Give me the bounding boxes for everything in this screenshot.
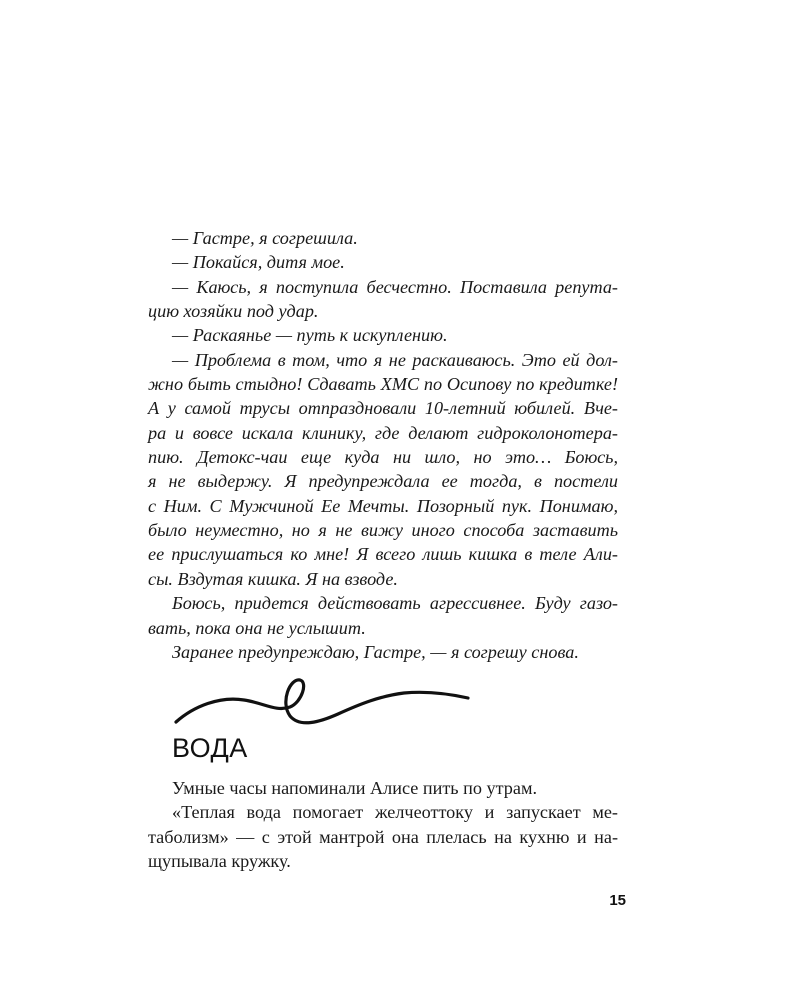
text-line: ее прислушаться ко мне! Я всего лишь кишка в теле Али-	[148, 544, 618, 565]
text-line: с Ним. С Мужчиной Ее Мечты. Позорный пук. Понимаю,	[148, 495, 618, 516]
section-heading: ВОДА	[172, 733, 248, 763]
text-line: Боюсь, придется действовать агрессивнее. Буду газо-	[172, 593, 618, 614]
text-line: — Раскаянье — путь к искуплению.	[172, 325, 448, 346]
text-line: пию. Детокс-чаи еще куда ни шло, но это… Боюсь,	[148, 447, 618, 468]
text-line: — Гастре, я согрешила.	[172, 228, 358, 248]
dialogue-block	[148, 226, 618, 664]
text-line: — Каюсь, я поступила бесчестно. Поставила репута-	[172, 276, 618, 297]
body-text-block	[148, 776, 618, 873]
text-line: цию хозяйки под удар.	[148, 301, 319, 322]
text-line: Умные часы напоминали Алисе пить по утрам.	[172, 778, 538, 798]
page-number: 15	[609, 892, 626, 909]
text-line: жно быть стыдно! Сдавать ХМС по Осипову по кредитке!	[148, 374, 618, 395]
text-line: сы. Вздутая кишка. Я на взводе.	[148, 568, 398, 589]
swirl-ornament	[172, 676, 472, 728]
text-line: — Покайся, дитя мое.	[172, 252, 345, 273]
text-line: щупывала кружку.	[148, 851, 291, 872]
text-line: вать, пока она не услышит.	[148, 617, 366, 638]
text-line: я не выдержу. Я предупреждала ее тогда, в постели	[148, 471, 618, 492]
text-line: ра и вовсе искала клинику, где делают гидроколонотера-	[148, 422, 618, 443]
text-line: — Проблема в том, что я не раскаиваюсь. Это ей дол-	[172, 349, 618, 370]
text-line: Заранее предупреждаю, Гастре, — я согрешу снова.	[172, 641, 579, 662]
text-line: «Теплая вода помогает желчеоттоку и запускает ме-	[172, 802, 618, 823]
text-line: было неуместно, но я не вижу иного способа заставить	[148, 520, 618, 541]
text-line: А у самой трусы отпраздновали 10-летний юбилей. Вче-	[148, 398, 618, 419]
text-line: таболизм» — с этой мантрой она плелась на кухню и на-	[148, 826, 618, 847]
